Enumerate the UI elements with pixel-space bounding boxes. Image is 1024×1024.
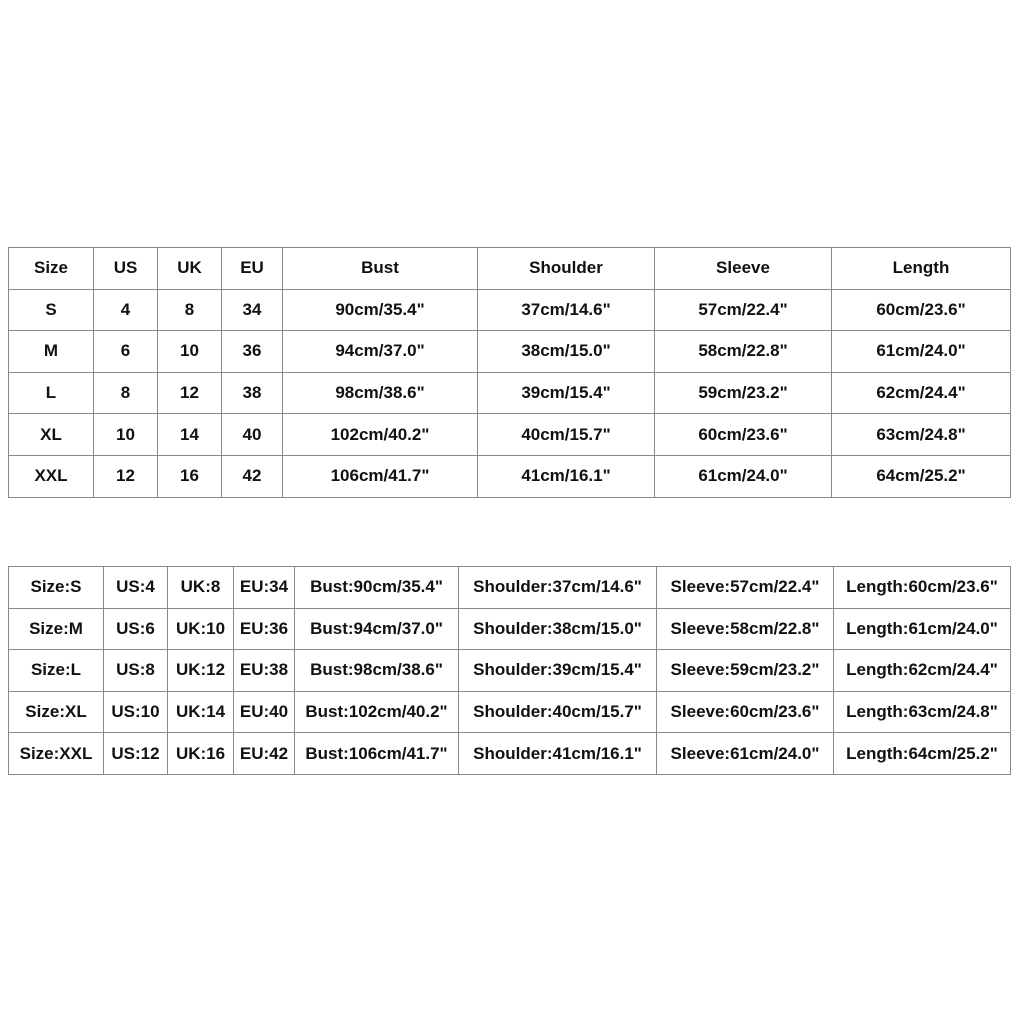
table-cell: Size:S <box>9 567 104 609</box>
table-cell: UK:16 <box>168 733 234 775</box>
table-cell: 40 <box>222 414 283 456</box>
table-cell: 60cm/23.6" <box>655 414 832 456</box>
table-cell: Size:L <box>9 650 104 692</box>
table-cell: Length:63cm/24.8" <box>834 691 1011 733</box>
table-cell: XL <box>9 414 94 456</box>
table-cell: US:4 <box>104 567 168 609</box>
table-cell: US:12 <box>104 733 168 775</box>
table-cell: 59cm/23.2" <box>655 372 832 414</box>
table-cell: US:6 <box>104 608 168 650</box>
table-cell: 38cm/15.0" <box>478 331 655 373</box>
table-cell: 6 <box>94 331 158 373</box>
table-cell: Sleeve:60cm/23.6" <box>657 691 834 733</box>
table-cell: EU:34 <box>234 567 295 609</box>
table-cell: 58cm/22.8" <box>655 331 832 373</box>
table-cell: 62cm/24.4" <box>832 372 1011 414</box>
table-cell: 90cm/35.4" <box>283 289 478 331</box>
table-cell: Shoulder:39cm/15.4" <box>459 650 657 692</box>
size-chart-table <box>8 247 1011 498</box>
header-cell: Shoulder <box>478 248 655 290</box>
table-cell: L <box>9 372 94 414</box>
table-cell: Length:64cm/25.2" <box>834 733 1011 775</box>
table-cell: Shoulder:40cm/15.7" <box>459 691 657 733</box>
table-cell: Size:M <box>9 608 104 650</box>
table-cell: Sleeve:61cm/24.0" <box>657 733 834 775</box>
table-cell: 36 <box>222 331 283 373</box>
table-cell: 10 <box>158 331 222 373</box>
table-cell: 37cm/14.6" <box>478 289 655 331</box>
table-cell: Bust:94cm/37.0" <box>295 608 459 650</box>
table-cell: Length:60cm/23.6" <box>834 567 1011 609</box>
table-row <box>9 691 1011 733</box>
table-cell: 98cm/38.6" <box>283 372 478 414</box>
table-row <box>9 414 1011 456</box>
table-cell: 64cm/25.2" <box>832 455 1011 497</box>
table-cell: Length:62cm/24.4" <box>834 650 1011 692</box>
table-cell: UK:14 <box>168 691 234 733</box>
table-row <box>9 455 1011 497</box>
table-cell: Sleeve:59cm/23.2" <box>657 650 834 692</box>
table-cell: 42 <box>222 455 283 497</box>
table-cell: 34 <box>222 289 283 331</box>
header-cell: Bust <box>283 248 478 290</box>
table-cell: Size:XXL <box>9 733 104 775</box>
table-cell: US:8 <box>104 650 168 692</box>
table-cell: 12 <box>94 455 158 497</box>
table-cell: Shoulder:41cm/16.1" <box>459 733 657 775</box>
table-row <box>9 650 1011 692</box>
table-cell: 60cm/23.6" <box>832 289 1011 331</box>
table-row <box>9 331 1011 373</box>
table-cell: 61cm/24.0" <box>832 331 1011 373</box>
table-cell: UK:12 <box>168 650 234 692</box>
table-cell: 8 <box>158 289 222 331</box>
table-cell: XXL <box>9 455 94 497</box>
size-chart-labeled-table <box>8 566 1011 775</box>
table-row <box>9 608 1011 650</box>
table-cell: Shoulder:37cm/14.6" <box>459 567 657 609</box>
table-cell: UK:8 <box>168 567 234 609</box>
table-header-row <box>9 248 1011 290</box>
table-cell: Bust:90cm/35.4" <box>295 567 459 609</box>
table-cell: 14 <box>158 414 222 456</box>
table-cell: 41cm/16.1" <box>478 455 655 497</box>
table-cell: M <box>9 331 94 373</box>
table-cell: Bust:98cm/38.6" <box>295 650 459 692</box>
header-cell: EU <box>222 248 283 290</box>
table-cell: 12 <box>158 372 222 414</box>
table-cell: S <box>9 289 94 331</box>
table-row <box>9 733 1011 775</box>
table-cell: 40cm/15.7" <box>478 414 655 456</box>
table-cell: EU:36 <box>234 608 295 650</box>
table-cell: 57cm/22.4" <box>655 289 832 331</box>
table-row <box>9 372 1011 414</box>
table-cell: EU:42 <box>234 733 295 775</box>
header-cell: UK <box>158 248 222 290</box>
table-cell: 102cm/40.2" <box>283 414 478 456</box>
table-cell: EU:38 <box>234 650 295 692</box>
table-row <box>9 289 1011 331</box>
table-cell: 8 <box>94 372 158 414</box>
header-cell: US <box>94 248 158 290</box>
table-row <box>9 567 1011 609</box>
table-cell: 94cm/37.0" <box>283 331 478 373</box>
table-cell: 16 <box>158 455 222 497</box>
table-cell: 4 <box>94 289 158 331</box>
table-cell: 63cm/24.8" <box>832 414 1011 456</box>
table-cell: Sleeve:58cm/22.8" <box>657 608 834 650</box>
table-cell: Shoulder:38cm/15.0" <box>459 608 657 650</box>
table-cell: Bust:102cm/40.2" <box>295 691 459 733</box>
table-cell: Bust:106cm/41.7" <box>295 733 459 775</box>
table-cell: Length:61cm/24.0" <box>834 608 1011 650</box>
table-cell: 106cm/41.7" <box>283 455 478 497</box>
table-cell: 61cm/24.0" <box>655 455 832 497</box>
table-cell: US:10 <box>104 691 168 733</box>
header-cell: Size <box>9 248 94 290</box>
header-cell: Sleeve <box>655 248 832 290</box>
table-cell: 38 <box>222 372 283 414</box>
table-cell: Size:XL <box>9 691 104 733</box>
table-cell: 39cm/15.4" <box>478 372 655 414</box>
table-cell: UK:10 <box>168 608 234 650</box>
header-cell: Length <box>832 248 1011 290</box>
table-cell: EU:40 <box>234 691 295 733</box>
table-cell: Sleeve:57cm/22.4" <box>657 567 834 609</box>
table-cell: 10 <box>94 414 158 456</box>
